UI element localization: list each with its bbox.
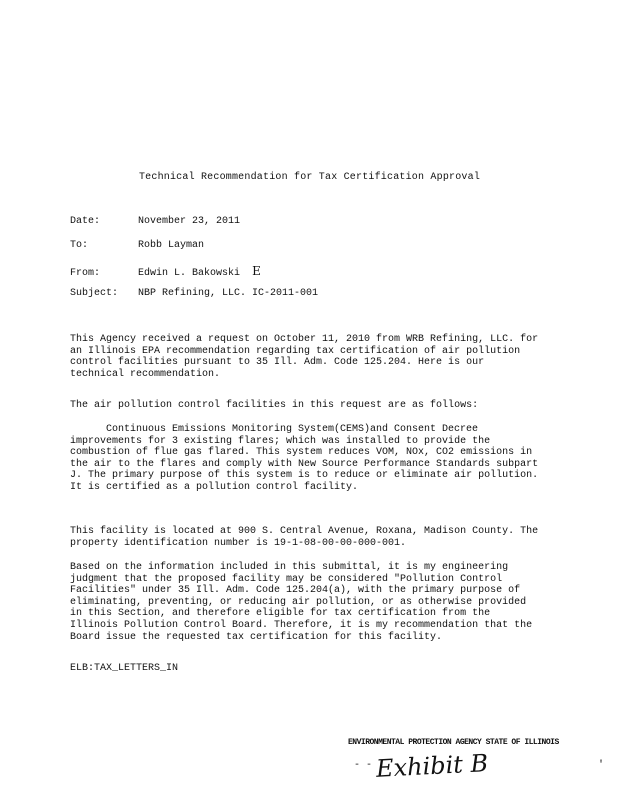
facilities-description-paragraph: Continuous Emissions Monitoring System(CEMS)and Consent Decree improvements for 3 existing flares; which was installed to provide the combustion of flue gas flared. This system reduces VOM, NOx, CO2 emissions in the air to the flares and comply with New Source Performance Standards subpart J. The primary purpose of this system is to reduce or eliminate air pollution. It is certified as a pollution control facility.	[70, 424, 539, 493]
facilities-heading-paragraph: The air pollution control facilities in this request are as follows:	[70, 400, 479, 411]
corner-mark: '	[598, 760, 605, 771]
intro-paragraph: This Agency received a request on October 11, 2010 from WRB Refining, LLC. for an Illinois EPA recommendation regarding tax certification of air pollution control facilities pursuant to 35 Ill. Adm. Code 125.204. Here is our technical recommendation.	[70, 334, 539, 380]
memo-row-date	[70, 216, 240, 227]
document-title: Technical Recommendation for Tax Certification Approval	[138, 172, 481, 183]
memo-label: Subject:	[70, 288, 119, 299]
memo-label: To:	[70, 240, 89, 251]
location-paragraph: This facility is located at 900 S. Central Avenue, Roxana, Madison County. The property identification number is 19-1-08-00-00-000-001.	[70, 526, 539, 549]
exhibit-label: Exhibit B	[375, 749, 489, 783]
memo-row-from	[70, 264, 261, 279]
footer-file-id: ELB:TAX_LETTERS_IN	[70, 663, 179, 674]
dash-marks: - -	[354, 760, 373, 771]
memo-row-to	[70, 240, 204, 251]
memo-row-subject	[70, 288, 318, 299]
memo-label: Date:	[70, 216, 101, 227]
memo-value: November 23, 2011	[138, 216, 241, 227]
handwritten-initials: E	[252, 264, 261, 278]
memo-value: Robb Layman	[138, 240, 205, 251]
recommendation-paragraph: Based on the information included in this submittal, it is my engineering judgment that the proposed facility may be considered "Pollution Control Facilities" under 35 Ill. Adm. Code 125.204(a), with the primary purpose of eliminating, preventing, or reducing air pollution, or as otherwise provided in this Section, and therefore eligible for tax certification from the Illinois Pollution Control Board. Therefore, it is my recommendation that the Board issue the requested tax certification for this facility.	[70, 562, 533, 643]
agency-stamp: ENVIRONMENTAL PROTECTION AGENCY STATE OF ILLINOIS	[348, 738, 559, 747]
memo-value: NBP Refining, LLC. IC-2011-001	[138, 288, 319, 299]
memo-label: From:	[70, 268, 101, 279]
memo-value: Edwin L. Bakowski	[138, 268, 241, 279]
